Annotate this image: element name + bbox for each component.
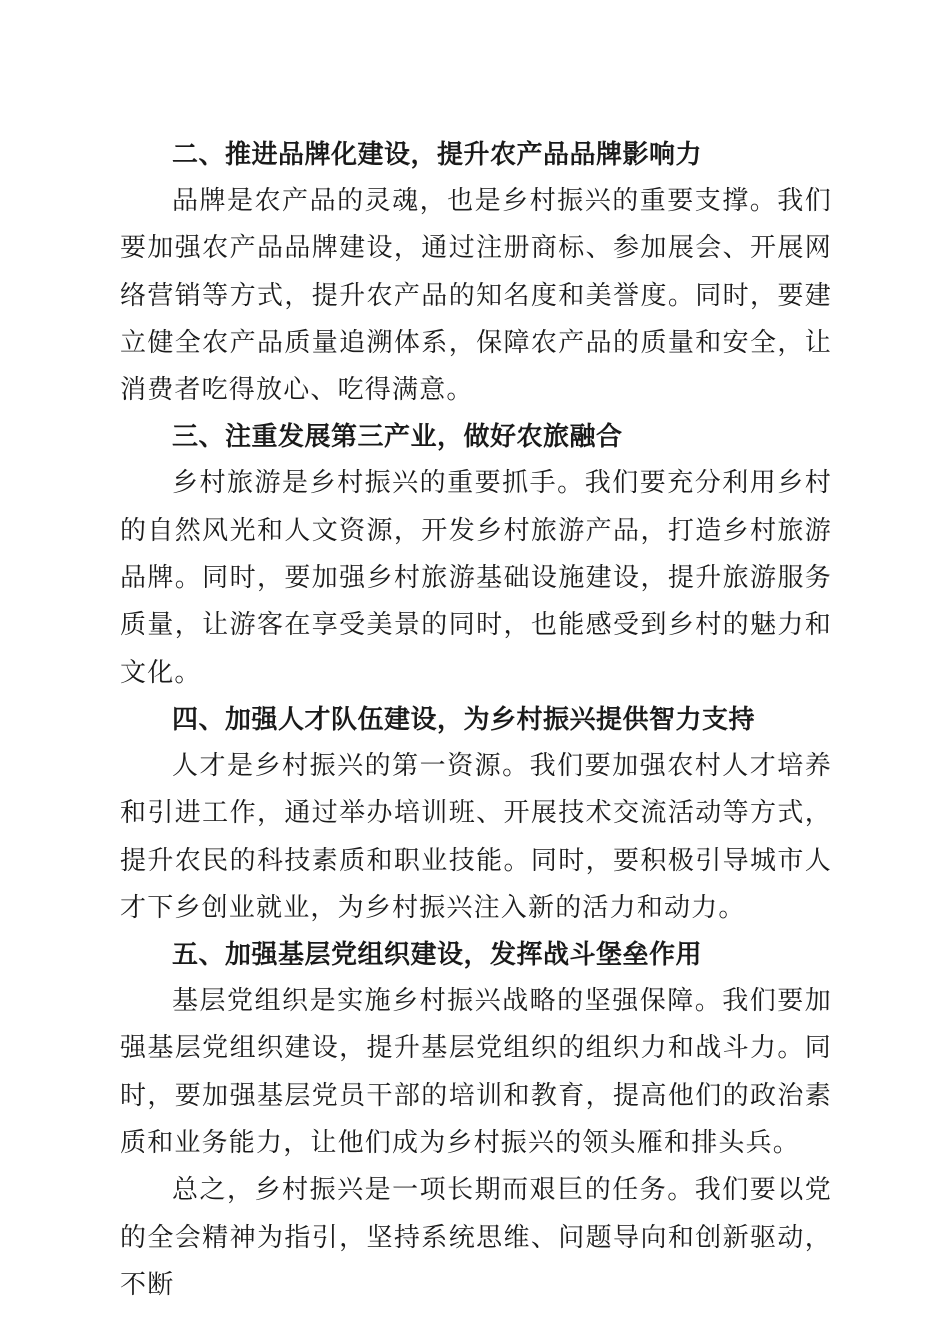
section-heading-4: 四、加强人才队伍建设，为乡村振兴提供智力支持 (172, 704, 756, 735)
section-heading-5: 五、加强基层党组织建设，发挥战斗堡垒作用 (172, 940, 703, 971)
section-heading-3: 三、注重发展第三产业，做好农旅融合 (172, 422, 623, 453)
section-paragraph-5: 基层党组织是实施乡村振兴战略的坚强保障。我们要加强基层党组织建设，提升基层党组织的组织力和战斗力。同时，要加强基层党员干部的培训和教育，提高他们的政治素质和业务能力，让他们成为乡村振兴的领头雁和排头兵。 (120, 986, 832, 1159)
conclusion-paragraph: 总之，乡村振兴是一项长期而艰巨的任务。我们要以党的全会精神为指引，坚持系统思维、问题导向和创新驱动，不断 (120, 1175, 832, 1300)
document-page (120, 132, 832, 1309)
section-paragraph-3: 乡村旅游是乡村振兴的重要抓手。我们要充分利用乡村的自然风光和人文资源，开发乡村旅游产品，打造乡村旅游品牌。同时，要加强乡村旅游基础设施建设，提升旅游服务质量，让游客在享受美景的同时，也能感受到乡村的魅力和文化。 (120, 468, 832, 688)
section-paragraph-2: 品牌是农产品的灵魂，也是乡村振兴的重要支撑。我们要加强农产品品牌建设，通过注册商标、参加展会、开展网络营销等方式，提升农产品的知名度和美誉度。同时，要建立健全农产品质量追溯体系，保障农产品的质量和安全，让消费者吃得放心、吃得满意。 (120, 186, 832, 406)
section-paragraph-4: 人才是乡村振兴的第一资源。我们要加强农村人才培养和引进工作，通过举办培训班、开展技术交流活动等方式，提升农民的科技素质和职业技能。同时，要积极引导城市人才下乡创业就业，为乡村振兴注入新的活力和动力。 (120, 750, 832, 923)
section-heading-2: 二、推进品牌化建设，提升农产品品牌影响力 (172, 140, 703, 170)
